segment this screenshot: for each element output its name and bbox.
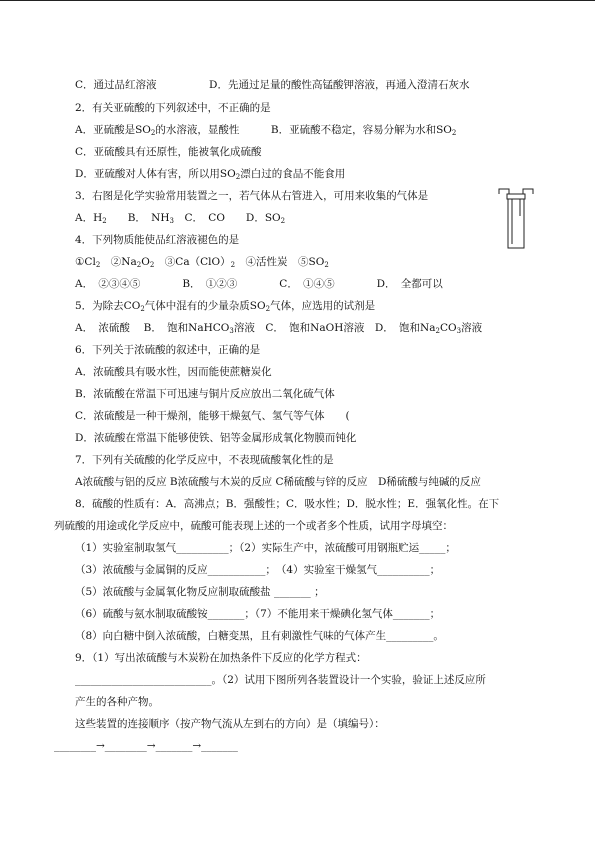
q6-option-d: D．浓硫酸在常温下能够使铁、铝等金属形成氧化物膜而钝化 (75, 432, 357, 444)
q9-blank-line: __________________________。（2）试用下图所列各装置设计一个实验，验证上述反应所 (75, 674, 486, 686)
q5-options: A． 浓硫酸 B． 饱和NaHCO$_3$溶液 C． 饱和NaOH溶液 D． 饱和$Na_2CO_3$溶液 (75, 322, 483, 335)
q8-item-1-2: （1）实验室制取氢气__________；（2）实际生产中，浓硫酸可用钢瓶贮运_____； (75, 542, 456, 554)
q2-option-c: C．亚硫酸具有还原性，能被氧化成硫酸 (75, 146, 262, 158)
q8-item-5: （5）浓硫酸与金属氧化物反应制取硫酸盐 _______ ； (75, 586, 325, 598)
q4-items: $①Cl_2$ $②Na_2O_2$ $③Ca(ClO)_2$ ④活性炭 $⑤SO_2$ (75, 256, 329, 269)
q7-stem: 7．下列有关硫酸的化学反应中，不表现硫酸氧化性的是 (75, 454, 334, 466)
q6-stem: 6．下列关于浓硫酸的叙述中，正确的是 (75, 344, 261, 356)
q6-option-a: A．浓硫酸具有吸水性，因而能使蔗糖炭化 (75, 366, 272, 378)
q8-stem-1: 8．硫酸的性质有：A．高沸点；B．强酸性；C．吸水性；D．脱水性；E．强氧化性。在下 (75, 498, 500, 510)
page-top-rule (0, 0, 595, 1)
gas-collection-bottle-diagram (496, 186, 536, 252)
q2-stem: 2．有关亚硫酸的下列叙述中，不正确的是 (75, 102, 271, 114)
q8-item-3-4: （3）浓硫酸与金属铜的反应___________； （4）实验室干燥氢气__________； (75, 564, 441, 576)
q8-item-8: （8）向白糖中倒入浓硫酸，白糖变黑，且有刺激性气味的气体产生_________。 (75, 630, 444, 642)
q6-option-c: C．浓硫酸是一种干燥剂，能够干燥氨气、氢气等气体 ( (75, 410, 350, 422)
q2-option-d: D．亚硫酸对人体有害，所以用$SO_2$漂白过的食品不能食用 (75, 168, 346, 181)
q4-stem: 4．下列物质能使品红溶液褪色的是 (75, 234, 240, 246)
q4-options: A． ②③④⑤ B． ①②③ C． ①④⑤ D． 全都可以 (75, 278, 443, 290)
q9-stem: 9．（1）写出浓硫酸与木炭粉在加热条件下反应的化学方程式： (75, 652, 367, 664)
line-1c: C．通过品红溶液 D．先通过足量的酸性高锰酸钾溶液，再通入澄清石灰水 (75, 79, 470, 91)
q5-stem: 5．为除去$CO_2$气体中混有的少量杂质$SO_2$气体，应选用的试剂是 (75, 300, 376, 313)
q3-stem: 3．右图是化学实验常用装置之一，若气体从右管进入，可用来收集的气体是 (75, 190, 429, 202)
q9-continued: 产生的各种产物。 (75, 696, 159, 708)
q8-stem-2: 列硫酸的用途或化学反应中，硫酸可能表现上述的一个或者多个性质，试用字母填空： (54, 520, 453, 532)
q6-option-b: B．浓硫酸在常温下可迅速与铜片反应放出二氧化硫气体 (75, 388, 335, 400)
q8-item-6-7: （6）硫酸与氨水制取硫酸铵_______；（7）不能用来干燥碘化氢气体_______； (75, 608, 441, 620)
q7-options: A浓硫酸与铝的反应 B浓硫酸与木炭的反应 C稀硫酸与锌的反应 D稀硫酸与纯碱的反应 (75, 476, 481, 488)
q9-order-prompt: 这些装置的连接顺序（按产物气流从左到右的方向）是（填编号）： (75, 718, 385, 730)
q3-options: A．$H_2$ B． $NH_3$ C． CO D．$SO_2$ (75, 212, 286, 225)
q9-order-blanks: ________→________→_______→_______ (54, 740, 238, 752)
q2-option-ab: A．亚硫酸是$SO_2$的水溶液，显酸性 B．亚硫酸不稳定，容易分解为水和$SO_2$ (75, 124, 457, 137)
